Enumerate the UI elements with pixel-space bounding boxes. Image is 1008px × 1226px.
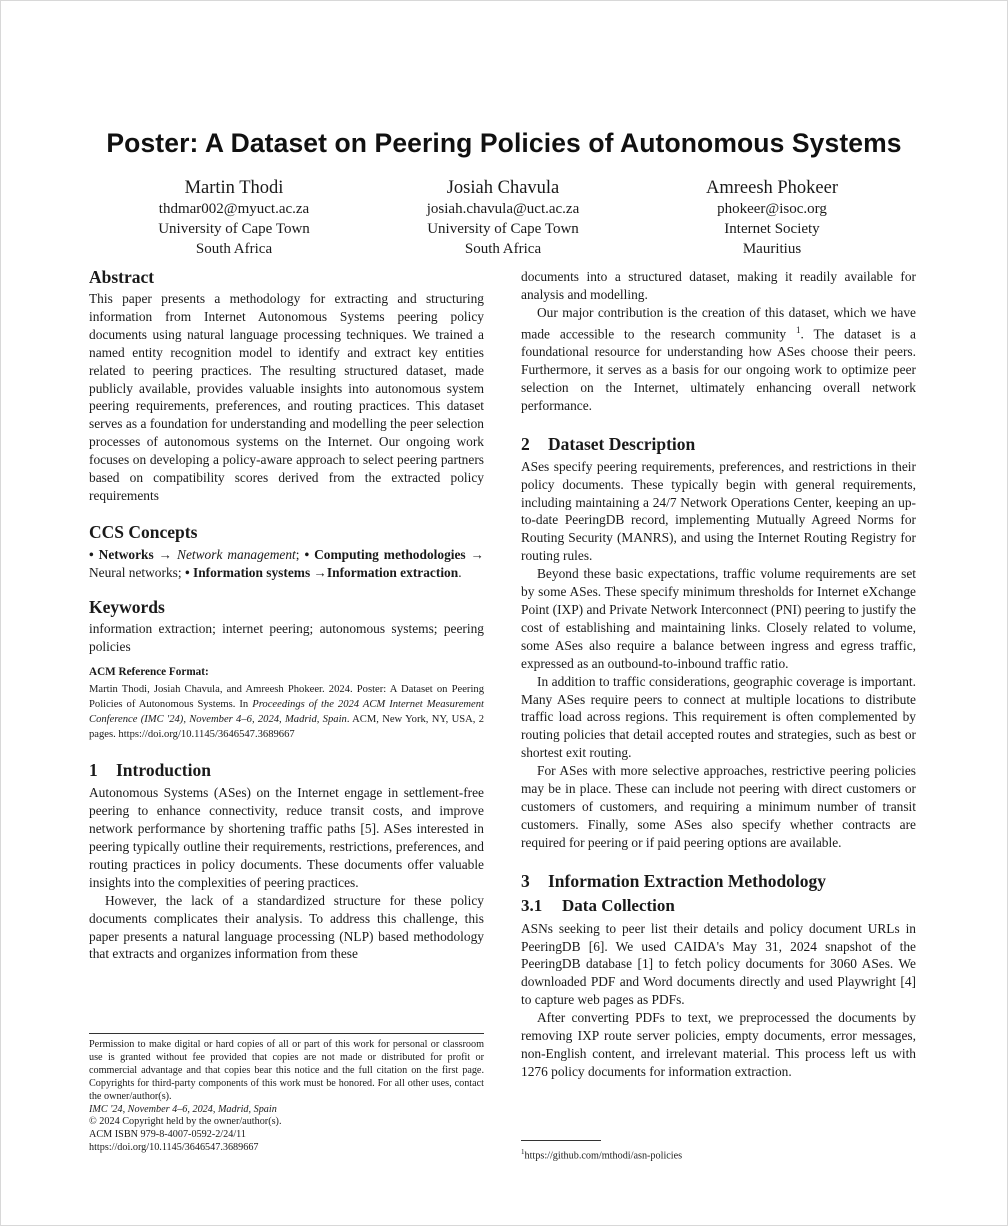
- github-link[interactable]: https://github.com/mthodi/asn-policies: [524, 1150, 683, 1162]
- acm-reference: Martin Thodi, Josiah Chavula, and Amreesh Phokeer. 2024. Poster: A Dataset on Peering Policies of Autonomous Systems. In Proceedings of the 2024 ACM Internet Measurement Conference (IMC '24), November 4–6, 2024, Madrid, Spain. ACM, New York, NY, USA, 2 pages. https://doi.org/10.1145/3646547.3689667: [89, 683, 484, 741]
- author-affiliation: Internet Society: [724, 221, 820, 237]
- data-collection-heading: 3.1 Data Collection: [521, 895, 675, 915]
- introduction-p2: However, the lack of a standardized structure for these policy documents complicates their analysis. To address this challenge, this paper presents a natural language processing (NLP) based methodology that extracts and organizes information from these: [89, 892, 484, 962]
- venue-line: IMC '24, November 4–6, 2024, Madrid, Spain: [89, 1103, 277, 1115]
- divider: [89, 1033, 484, 1034]
- author-email: thdmar002@myuct.ac.za: [158, 201, 310, 217]
- left-column: [89, 266, 484, 963]
- footnote: [521, 1140, 916, 1163]
- footnote-divider: [521, 1140, 601, 1141]
- contribution-paragraph: Our major contribution is the creation of this dataset, which we have made accessible to the research community $^1$. The dataset is a foundational resource for understanding how ASes choose their peers. Furthermore, it serves as a basis for our ongoing work to optimize peer selection on the Internet, ultimately enhancing overall network performance.: [521, 304, 916, 413]
- data-collection-p2: After converting PDFs to text, we preprocessed the documents by removing IXP route server policies, empty documents, error messages, non-English content, and irrelevant material. This process left us with 1276 policy documents for information extraction.: [521, 1010, 916, 1079]
- author-country: Mauritius: [742, 241, 802, 257]
- author-3: [642, 177, 902, 259]
- author-2: [373, 177, 633, 259]
- ccs-concepts: • Networks → Network management; • Computing methodologies → Neural networks; • Information systems →Information extraction.: [89, 546, 484, 580]
- author-name: Amreesh Phokeer: [705, 178, 839, 198]
- footnote-text: $^1$https://github.com/mthodi/asn-policies: [521, 1148, 683, 1162]
- permission-block: [89, 1033, 484, 1155]
- dataset-heading: 2 Dataset Description: [521, 433, 696, 454]
- data-collection-p1: ASNs seeking to peer list their details and policy document URLs in PeeringDB [6]. We used CAIDA's May 31, 2024 snapshot of the PeeringDB database [1] to fetch policy documents for 3060 ASes. We downloaded PDF and Word documents directly and used Playwright [4] to capture web pages as PDFs.: [521, 920, 916, 1008]
- introduction-continued: documents into a structured dataset, making it readily available for analysis and modelling.: [521, 269, 916, 302]
- ccs-heading: CCS Concepts: [89, 521, 198, 542]
- permission-text: Permission to make digital or hard copies of all or part of this work for personal or classroom use is granted without fee provided that copies are not made or distributed for profit or commercial advantage and that copies bear this notice and the full citation on the first page. Copyrights for third-party components of this work must be honored. For all other uses, contact the owner/author(s).: [89, 1039, 484, 1102]
- dataset-p4: For ASes with more selective approaches, restrictive peering policies may be in place. These can include not peering with direct customers or customers of customers, and requiring a minimum number of transit customers. Finally, some ASes also specify whether contracts are required for peering or if paid peering options are available.: [521, 763, 916, 850]
- abstract-heading: Abstract: [89, 267, 155, 287]
- author-email: josiah.chavula@uct.ac.za: [426, 201, 580, 217]
- keywords-heading: Keywords: [89, 596, 165, 617]
- abstract-text: This paper presents a methodology for extracting and structuring information from Internet Autonomous Systems peering policy documents using natural language processing techniques. We trained a named entity recognition model to identify and extract key entities related to peering practices. The resulting structured dataset, made publicly available, provides valuable insights into autonomous system peering requirements, preferences, and routing practices. This dataset serves as a foundation for understanding and modelling the peer selection processes of autonomous systems on the Internet. Our ongoing work focuses on developing a policy-aware approach to select peering partners based on compatibility scores derived from the extracted policy requirements: [89, 291, 484, 503]
- isbn-line: ACM ISBN 979-8-4007-0592-2/24/11: [89, 1129, 246, 1141]
- author-name: Martin Thodi: [184, 178, 284, 198]
- author-affiliation: University of Cape Town: [427, 221, 579, 237]
- doi-link[interactable]: https://doi.org/10.1145/3646547.3689667: [89, 1142, 259, 1154]
- author-country: South Africa: [195, 241, 273, 257]
- introduction-p1: Autonomous Systems (ASes) on the Internet engage in settlement-free peering to enhance connectivity, reduce transit costs, and improve network performance by shortening traffic paths [5]. ASes interested in peering typically outline their requirements, restrictions, preferences, and routing practices in policy documents. These documents offer valuable insights into the complexities of peering practices.: [89, 785, 484, 890]
- author-affiliation: University of Cape Town: [158, 221, 310, 237]
- dataset-p2: Beyond these basic expectations, traffic volume requirements are set by some ASes. These specify minimum thresholds for Internet eXchange Point (IXP) and Private Network Interconnect (PNI) peering to justify the cost of establishing and maintaining links. Closely related to volume, some ASes also require a balance between ingress and egress traffic, expressed as an outbound-to-inbound traffic ratio.: [521, 566, 916, 671]
- author-country: South Africa: [464, 241, 542, 257]
- dataset-p1: ASes specify peering requirements, preferences, and restrictions in their policy documents. These typically begin with general requirements, including maintaining a 24/7 Network Operations Center, keeping an up-to-date PeeringDB record, implementing Mutually Agreed Norms for Routing Security (MANRS), and using the Internet Routing Registry for routing rules.: [521, 458, 916, 564]
- introduction-heading: 1 Introduction: [89, 760, 211, 781]
- author-1: [104, 177, 364, 259]
- dataset-p3: In addition to traffic considerations, geographic coverage is important. Many ASes require peers to connect at multiple locations to distribute traffic load across regions. This requirement is often complemented by routing policies that detail accepted routes and strategies, such as best or shortest exit routing.: [521, 673, 916, 761]
- right-column: [521, 268, 916, 1081]
- methodology-heading: 3 Information Extraction Methodology: [521, 870, 827, 891]
- paper-title: Poster: A Dataset on Peering Policies of Autonomous Systems: [106, 128, 902, 158]
- copyright-line: © 2024 Copyright held by the owner/author(s).: [89, 1116, 282, 1128]
- acm-reference-heading: ACM Reference Format:: [89, 665, 209, 678]
- author-email: phokeer@isoc.org: [717, 201, 827, 217]
- keywords-text: information extraction; internet peering; autonomous systems; peering policies: [89, 620, 484, 654]
- author-name: Josiah Chavula: [446, 178, 560, 198]
